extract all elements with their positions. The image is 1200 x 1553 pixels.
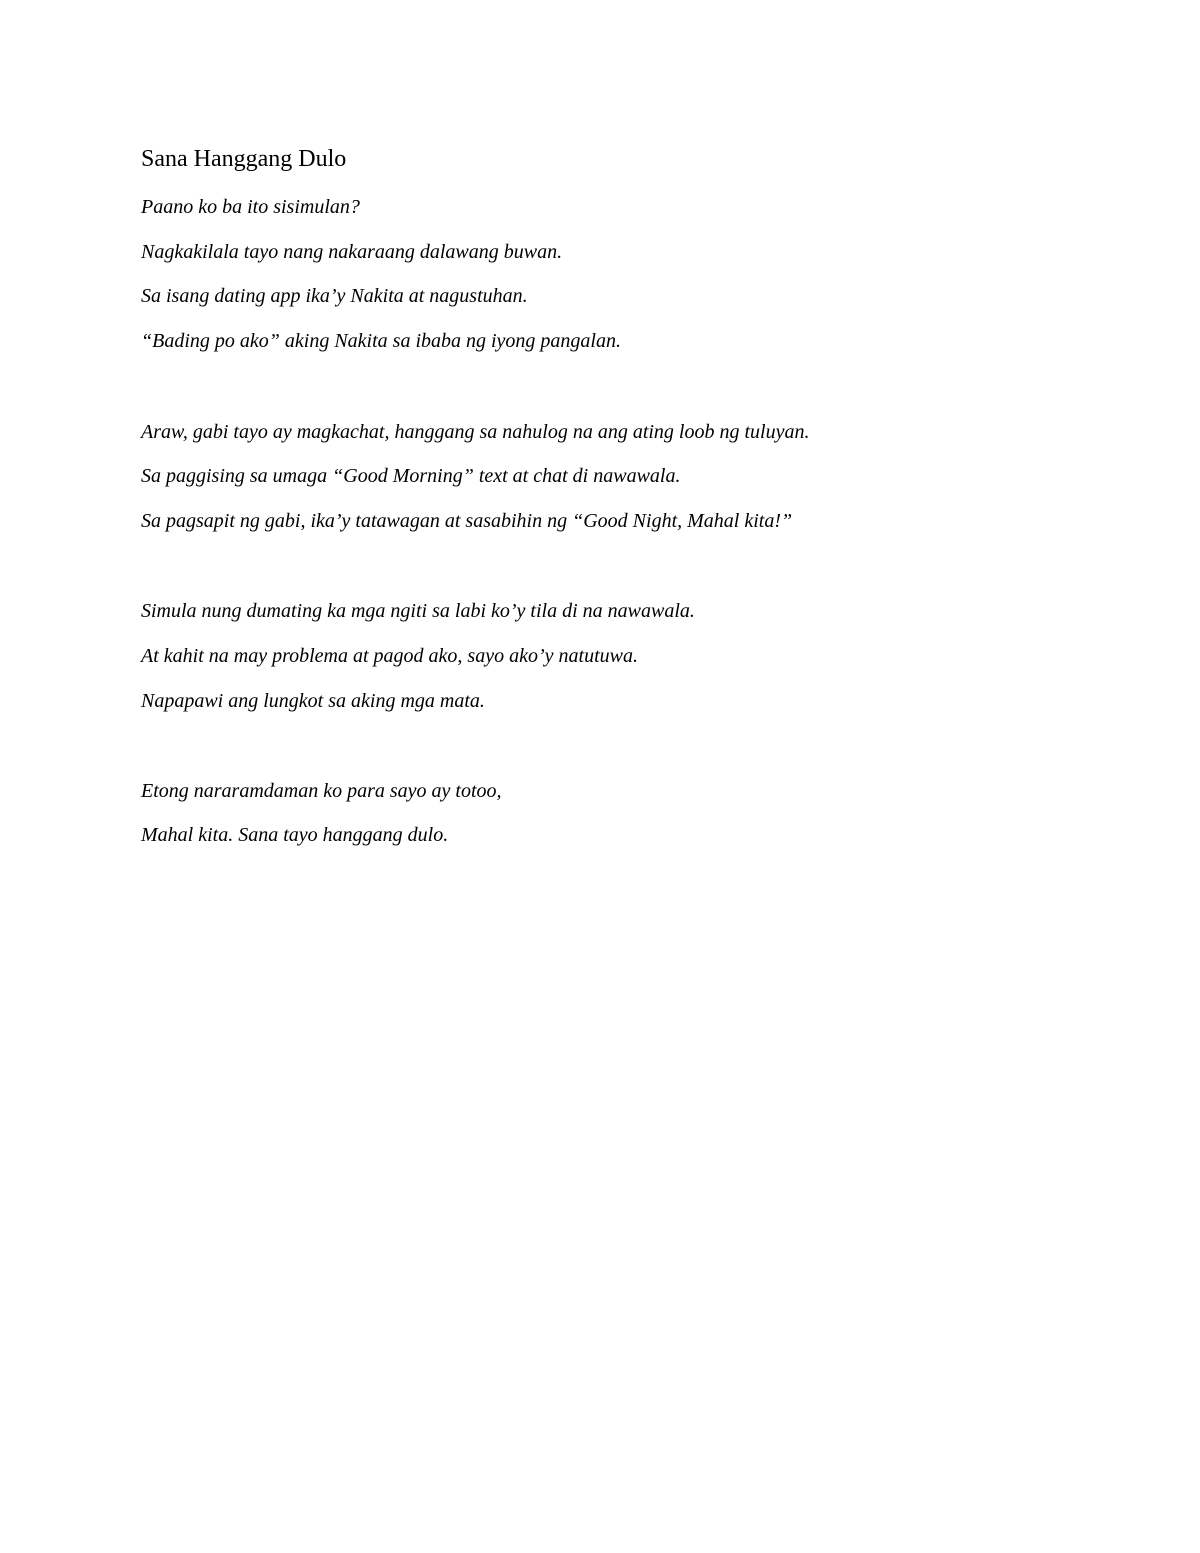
poem-line: Paano ko ba ito sisimulan? [141,196,360,218]
poem-line: Mahal kita. Sana tayo hanggang dulo. [141,824,449,846]
poem-line: Araw, gabi tayo ay magkachat, hanggang sa nahulog na ang ating loob ng tuluyan. [141,421,810,443]
poem-line: Napapawi ang lungkot sa aking mga mata. [141,690,485,712]
poem-title: Sana Hanggang Dulo [141,146,347,172]
poem-line: Sa pagsapit ng gabi, ika’y tatawagan at sasabihin ng “Good Night, Mahal kita!” [141,510,793,532]
poem-line: Sa isang dating app ika’y Nakita at nagustuhan. [141,285,528,307]
poem-line: Simula nung dumating ka mga ngiti sa labi ko’y tila di na nawawala. [141,600,695,622]
poem-line: “Bading po ako” aking Nakita sa ibaba ng iyong pangalan. [141,330,621,352]
poem-line: Sa paggising sa umaga “Good Morning” text at chat di nawawala. [141,465,681,487]
poem-line: At kahit na may problema at pagod ako, sayo ako’y natutuwa. [141,645,638,667]
poem-line: Nagkakilala tayo nang nakaraang dalawang buwan. [141,241,563,263]
poem-line: Etong nararamdaman ko para sayo ay totoo, [141,780,502,802]
